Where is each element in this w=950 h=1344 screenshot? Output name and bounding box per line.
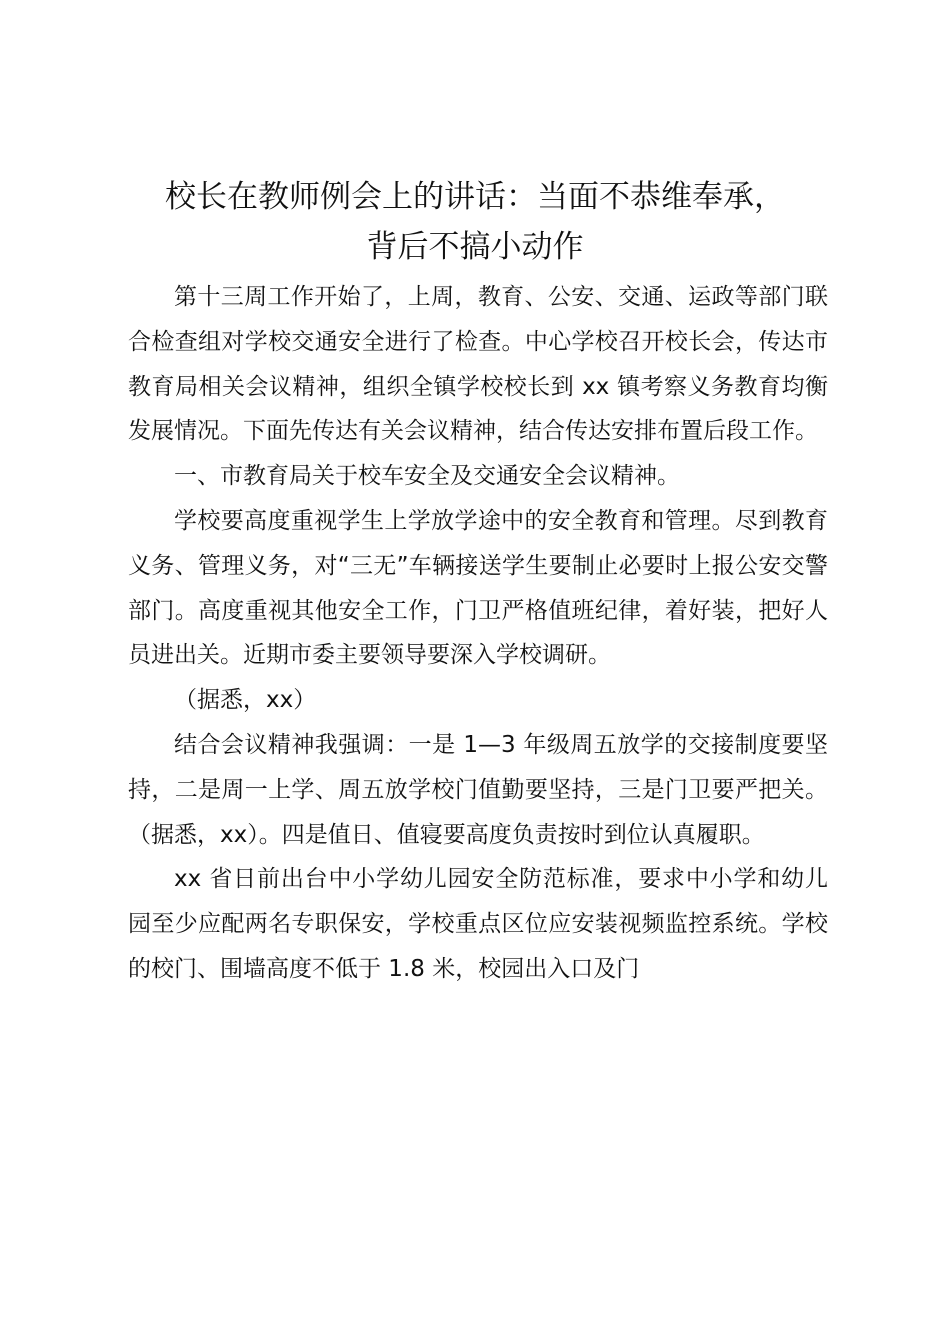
document-title [118,172,832,272]
title-line-2: 背后不搞小动作 [366,229,584,265]
paragraph-safety: 学校要高度重视学生上学放学途中的安全教育和管理。尽到教育义务、管理义务，对“三无”车辆接送学生要制止必要时上报公安交警部门。高度重视其他安全工作，门卫严格值班纪律，着好装，把好人员进出关。近期市委主要领导要深入学校调研。 [128,507,828,669]
title-line-1: 校长在教师例会上的讲话：当面不恭维奉承， [165,179,785,215]
section-heading-1: 一、市教育局关于校车安全及交通安全会议精神。 [174,463,680,490]
paragraph-emphasis: 结合会议精神我强调：一是 1—3 年级周五放学的交接制度要坚持，二是周一上学、周五放学校门值勤要坚持，三是门卫要严把关。（据悉，xx）。四是值日、值寝要高度负责按时到位认真履职。 [128,731,828,848]
paragraph-standards: xx 省日前出台中小学幼儿园安全防范标准，要求中小学和幼儿园至少应配两名专职保安，学校重点区位应安装视频监控系统。学校的校门、围墙高度不低于 1.8 米，校园出入口及门 [128,866,828,982]
paragraph-note: （据悉，xx） [174,687,317,714]
paragraph-intro: 第十三周工作开始了，上周，教育、公安、交通、运政等部门联合检查组对学校交通安全进行了检查。中心学校召开校长会，传达市教育局相关会议精神，组织全镇学校校长到 xx 镇考察义务教育均衡发展情况。下面先传达有关会议精神，结合传达安排布置后段工作。 [128,284,828,445]
document-body [128,275,828,992]
